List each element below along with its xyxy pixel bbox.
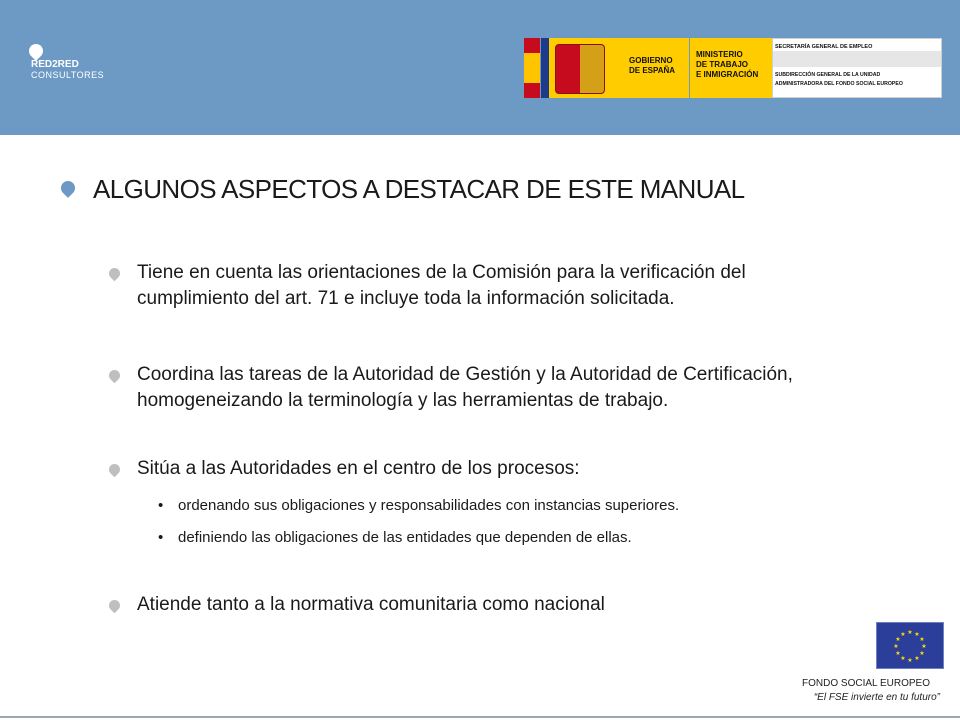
svg-text:★: ★ (914, 655, 920, 662)
coat-of-arms-icon (555, 44, 605, 94)
subpoint-2: • definiendo las obligaciones de las entidades que dependen de ellas. (158, 529, 632, 546)
subdireccion-text: SUBDIRECCIÓN GENERAL DE LA UNIDAD ADMINISTRADORA DEL FONDO SOCIAL EUROPEO (775, 72, 903, 87)
fund-slogan: “El FSE invierte en tu futuro” (813, 692, 940, 703)
eu-flag-icon (876, 622, 944, 669)
header-banner (0, 0, 960, 135)
svg-text:★: ★ (895, 650, 901, 657)
speech-drop-icon (26, 41, 46, 61)
slide-title: ALGUNOS ASPECTOS A DESTACAR DE ESTE MANUAL (93, 174, 745, 204)
bullet-dot-icon: • (158, 529, 164, 546)
bullet-dot-icon: • (158, 497, 164, 514)
logo-line1: RED2RED (31, 59, 79, 70)
gobierno-block (549, 38, 689, 98)
secretaria-block (772, 38, 942, 98)
svg-text:★: ★ (893, 643, 899, 650)
point-3: Sitúa a las Autoridades en el centro de los procesos: (137, 458, 580, 479)
point-1: Tiene en cuenta las orientaciones de la Comisión para la verificación del cumplimiento del art. 71 e incluye toda la información solicitada. (137, 262, 746, 309)
point-2: Coordina las tareas de la Autoridad de Gestión y la Autoridad de Certificación, homogeneizando la terminología y las herramientas de trabajo. (137, 364, 793, 411)
spain-flag-icon (524, 38, 540, 98)
bullet-drop-icon (107, 266, 123, 282)
fund-label: FONDO SOCIAL EUROPEO (802, 678, 930, 689)
eu-stars-strip-icon (541, 38, 549, 98)
svg-text:★: ★ (914, 631, 920, 638)
bullet-drop-icon (107, 368, 123, 384)
title-bullet-icon (58, 178, 78, 198)
bullet-drop-icon (107, 462, 123, 478)
logo-line2: CONSULTORES (31, 70, 105, 80)
svg-text:★: ★ (900, 655, 906, 662)
secretaria-band (773, 51, 941, 67)
bullet-drop-icon (107, 598, 123, 614)
gobierno-text: GOBIERNO DE ESPAÑA (629, 56, 676, 75)
svg-text:★: ★ (895, 636, 901, 643)
ministerio-text: MINISTERIO DE TRABAJO E INMIGRACIÓN (696, 50, 759, 79)
subpoint-1: • ordenando sus obligaciones y responsabilidades con instancias superiores. (158, 497, 680, 514)
svg-text:★: ★ (907, 629, 913, 636)
ministerio-block (690, 38, 772, 98)
government-logo (524, 38, 942, 98)
bottom-divider (0, 716, 960, 718)
svg-text:★: ★ (900, 631, 906, 638)
svg-text:★: ★ (919, 650, 925, 657)
secretaria-title: SECRETARÍA GENERAL DE EMPLEO (775, 44, 873, 50)
svg-text:★: ★ (919, 636, 925, 643)
svg-text:★: ★ (907, 657, 913, 664)
point-4: Atiende tanto a la normativa comunitaria como nacional (137, 594, 605, 615)
svg-text:★: ★ (921, 643, 927, 650)
